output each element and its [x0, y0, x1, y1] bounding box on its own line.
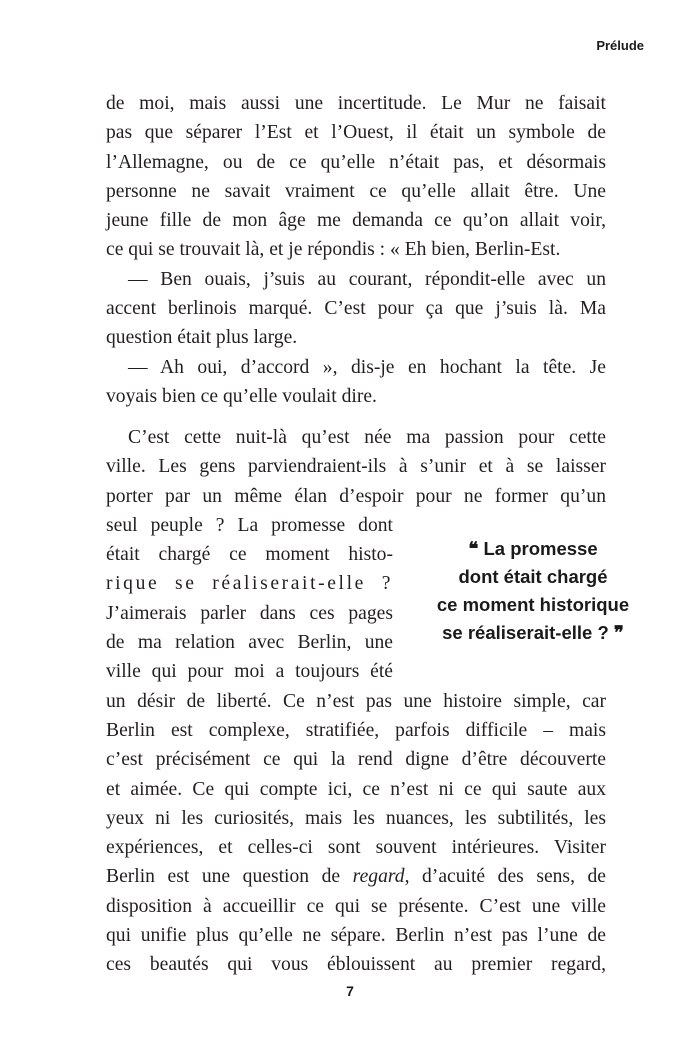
text-line: porter par un même élan d’espoir pour ne former qu’un: [106, 485, 606, 507]
text-line: accent berlinois marqué. C’est pour ça que j’suis là. Ma: [106, 298, 606, 320]
page-number: 7: [346, 983, 354, 999]
text-line: qui unifie plus qu’elle ne sépare. Berlin n’est pas l’une de: [106, 925, 606, 947]
text-line: Berlin est complexe, stratifiée, parfois difficile – mais: [106, 719, 606, 741]
text-segment: , d’acuité des sens, de: [404, 866, 607, 888]
text-line: voyais bien ce qu’elle voulait dire.: [106, 385, 377, 407]
close-quote-icon: ❞: [613, 622, 624, 643]
pull-quote: [408, 535, 658, 647]
text-line: — Ben ouais, j’suis au courant, répondit-elle avec un: [128, 268, 606, 290]
paragraph-block-1: [106, 89, 606, 411]
text-line: ce qui se trouvait là, et je répondis : « Eh bien, Berlin-Est.: [106, 239, 561, 261]
text-line: ville qui pour moi a toujours été: [106, 661, 393, 683]
pull-quote-line: [408, 535, 658, 563]
text-line: yeux ni les curiosités, mais les nuances, les subtilités, les: [106, 807, 606, 829]
text-line: jeune fille de mon âge me demanda ce qu’on allait voir,: [106, 210, 606, 232]
pull-quote-line: [408, 619, 658, 647]
text-line: pas que séparer l’Est et l’Ouest, il était un symbole de: [106, 122, 606, 144]
text-line: J’aimerais parler dans ces pages: [106, 602, 393, 624]
text-line: seul peuple ? La promesse dont: [106, 514, 393, 536]
text-line: était chargé ce moment histo-: [106, 544, 393, 566]
text-line: c’est précisément ce qui la rend digne d’être découverte: [106, 749, 606, 771]
pull-quote-text: La promesse: [483, 538, 598, 559]
text-line: expériences, et celles-ci sont souvent intérieures. Visiter: [106, 837, 606, 859]
emphasis-regard: regard: [352, 866, 405, 888]
pull-quote-line: ce moment historique: [436, 594, 630, 615]
text-line: personne ne savait vraiment ce qu’elle allait être. Une: [106, 180, 606, 202]
text-line: disposition à accueillir ce qui se présente. C’est une ville: [106, 895, 606, 917]
pull-quote-text: se réaliserait-elle ?: [442, 622, 609, 643]
text-line: rique se réaliserait-elle ?: [106, 573, 393, 595]
text-segment: Berlin est une question de: [106, 866, 353, 888]
text-line: de moi, mais aussi une incertitude. Le Mur ne faisait: [106, 93, 606, 114]
open-quote-icon: ❝: [468, 538, 479, 559]
paragraph-block-2: [106, 423, 606, 980]
text-line: ville. Les gens parviendraient-ils à s’unir et à se laisser: [106, 456, 606, 478]
pull-quote-line: dont était chargé: [458, 566, 608, 587]
text-line: question était plus large.: [106, 327, 298, 349]
text-line: de ma relation avec Berlin, une: [106, 632, 393, 654]
text-line: [106, 862, 606, 891]
text-line: C’est cette nuit-là qu’est née ma passion pour cette: [128, 427, 606, 448]
text-line: l’Allemagne, ou de ce qu’elle n’était pas, et désormais: [106, 151, 606, 173]
text-line: et aimée. Ce qui compte ici, ce n’est ni ce qui saute aux: [106, 778, 606, 800]
text-line: ces beautés qui vous éblouissent au premier regard,: [106, 954, 606, 976]
text-line: — Ah oui, d’accord », dis-je en hochant la tête. Je: [128, 356, 606, 378]
running-header: Prélude: [596, 38, 644, 53]
text-line: un désir de liberté. Ce n’est pas une histoire simple, car: [106, 690, 606, 712]
